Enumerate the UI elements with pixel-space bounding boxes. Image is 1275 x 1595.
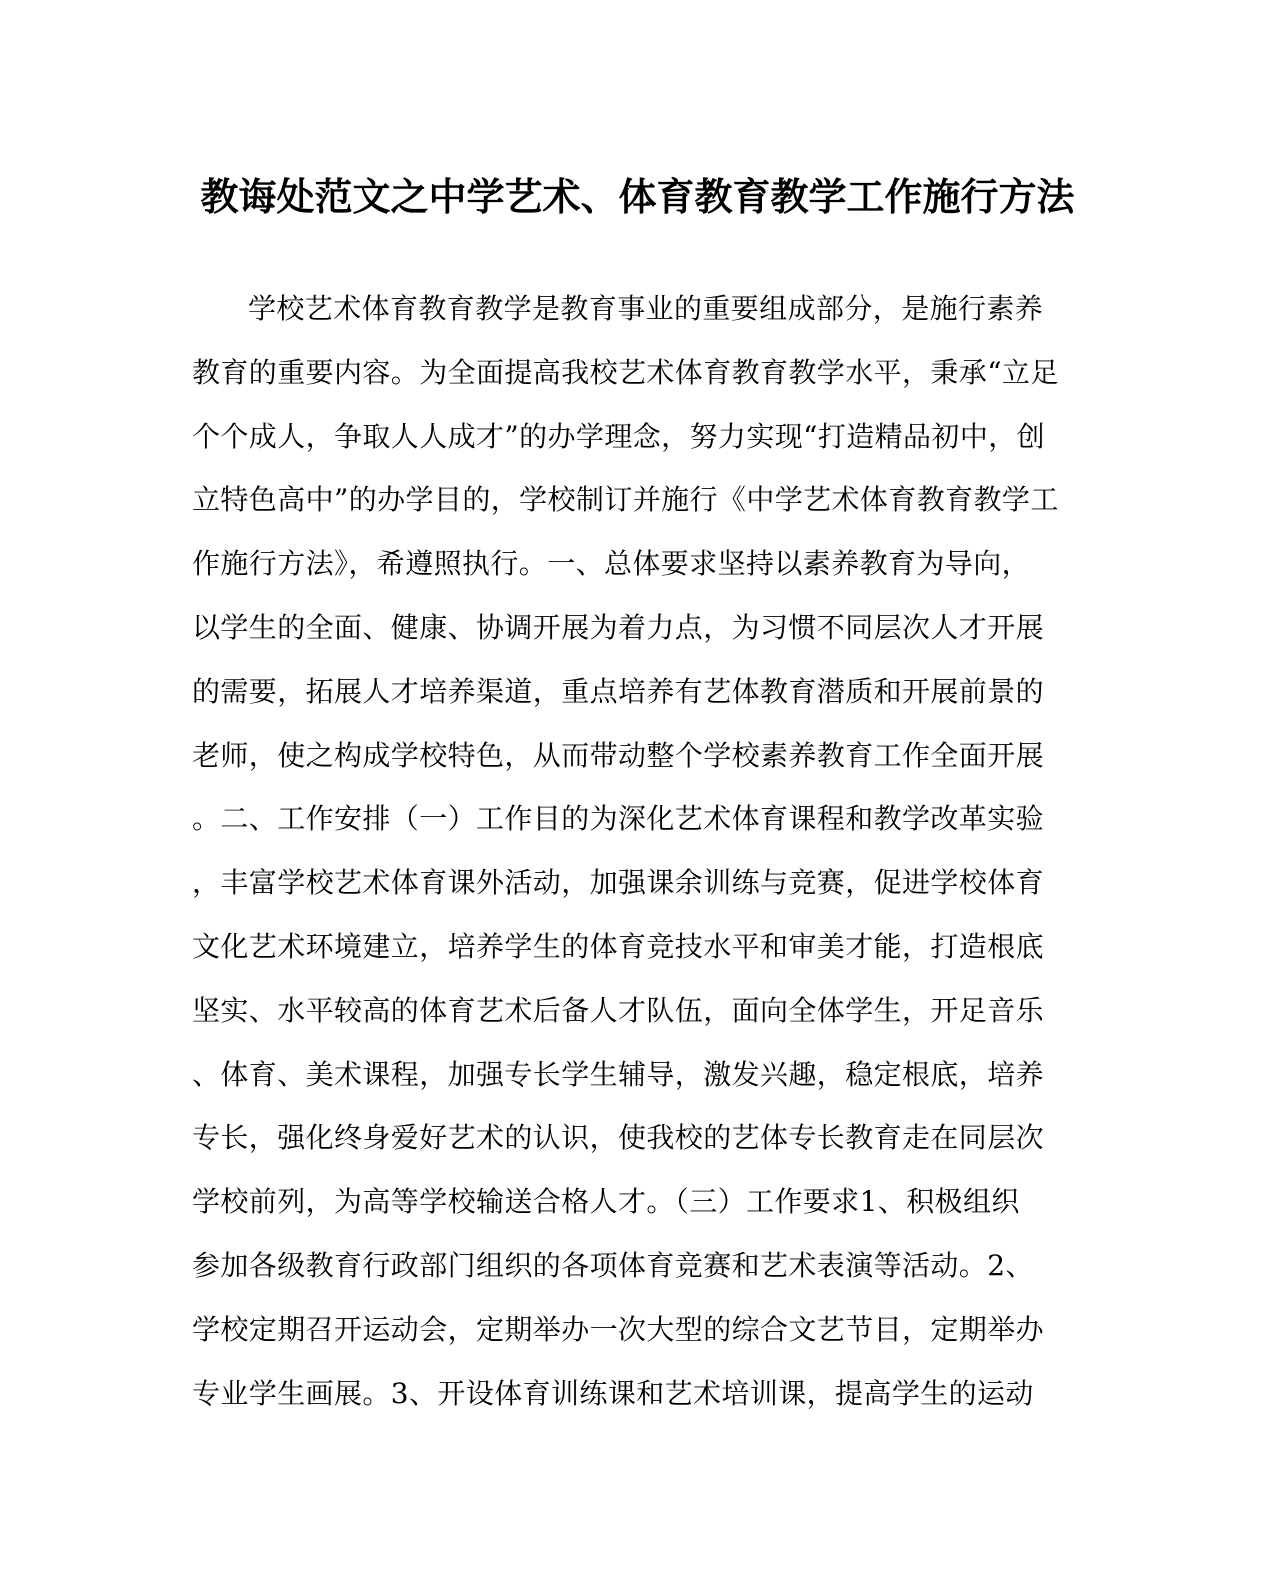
body-line: 学校艺术体育教育教学是教育事业的重要组成部分，是施行素养	[248, 292, 1044, 325]
body-line: 老师，使之构成学校特色，从而带动整个学校素养教育工作全面开展	[192, 738, 1045, 772]
body-line: 作施行方法》，希遵照执行。一、总体要求坚持以素养教育为导向，	[192, 547, 1031, 581]
body-line: 个个成人，争取人人成才”的办学理念，努力实现“打造精品初中，创	[192, 419, 1046, 453]
document-body	[192, 277, 1072, 1425]
body-line: 立特色高中”的办学目的，学校制订并施行《中学艺术体育教育教学工	[192, 483, 1059, 517]
body-line: 以学生的全面、健康、协调开展为着力点，为习惯不同层次人才开展	[192, 610, 1045, 644]
body-line: 的需要，拓展人才培养渠道，重点培养有艺体教育潜质和开展前景的	[192, 674, 1045, 708]
body-line: 专业学生画展。3、开设体育训练课和艺术培训课，提高学生的运动	[192, 1376, 1034, 1410]
body-line: 参加各级教育行政部门组织的各项体育竞赛和艺术表演等活动。2、	[192, 1248, 1034, 1282]
body-line: 坚实、水平较高的体育艺术后备人才队伍，面向全体学生，开足音乐	[192, 993, 1045, 1027]
body-line: 学校前列，为高等学校输送合格人才。（三）工作要求1、积极组织	[192, 1185, 1020, 1219]
body-line: 教育的重要内容。为全面提高我校艺术体育教育教学水平，秉承“立足	[192, 355, 1059, 389]
body-line: 专长，强化终身爱好艺术的认识，使我校的艺体专长教育走在同层次	[192, 1121, 1045, 1155]
body-line: 学校定期召开运动会，定期举办一次大型的综合文艺节目，定期举办	[192, 1312, 1045, 1346]
body-line: 。二、工作安排（一）工作目的为深化艺术体育课程和教学改革实验	[192, 802, 1045, 836]
body-line: 、体育、美术课程，加强专长学生辅导，激发兴趣，稳定根底，培养	[192, 1057, 1045, 1091]
body-line: 文化艺术环境建立，培养学生的体育竞技水平和审美才能，打造根底	[192, 929, 1045, 963]
document-title: 教诲处范文之中学艺术、体育教育教学工作施行方法	[200, 174, 1075, 219]
body-line: ，丰富学校艺术体育课外活动，加强课余训练与竞赛，促进学校体育	[192, 866, 1045, 900]
